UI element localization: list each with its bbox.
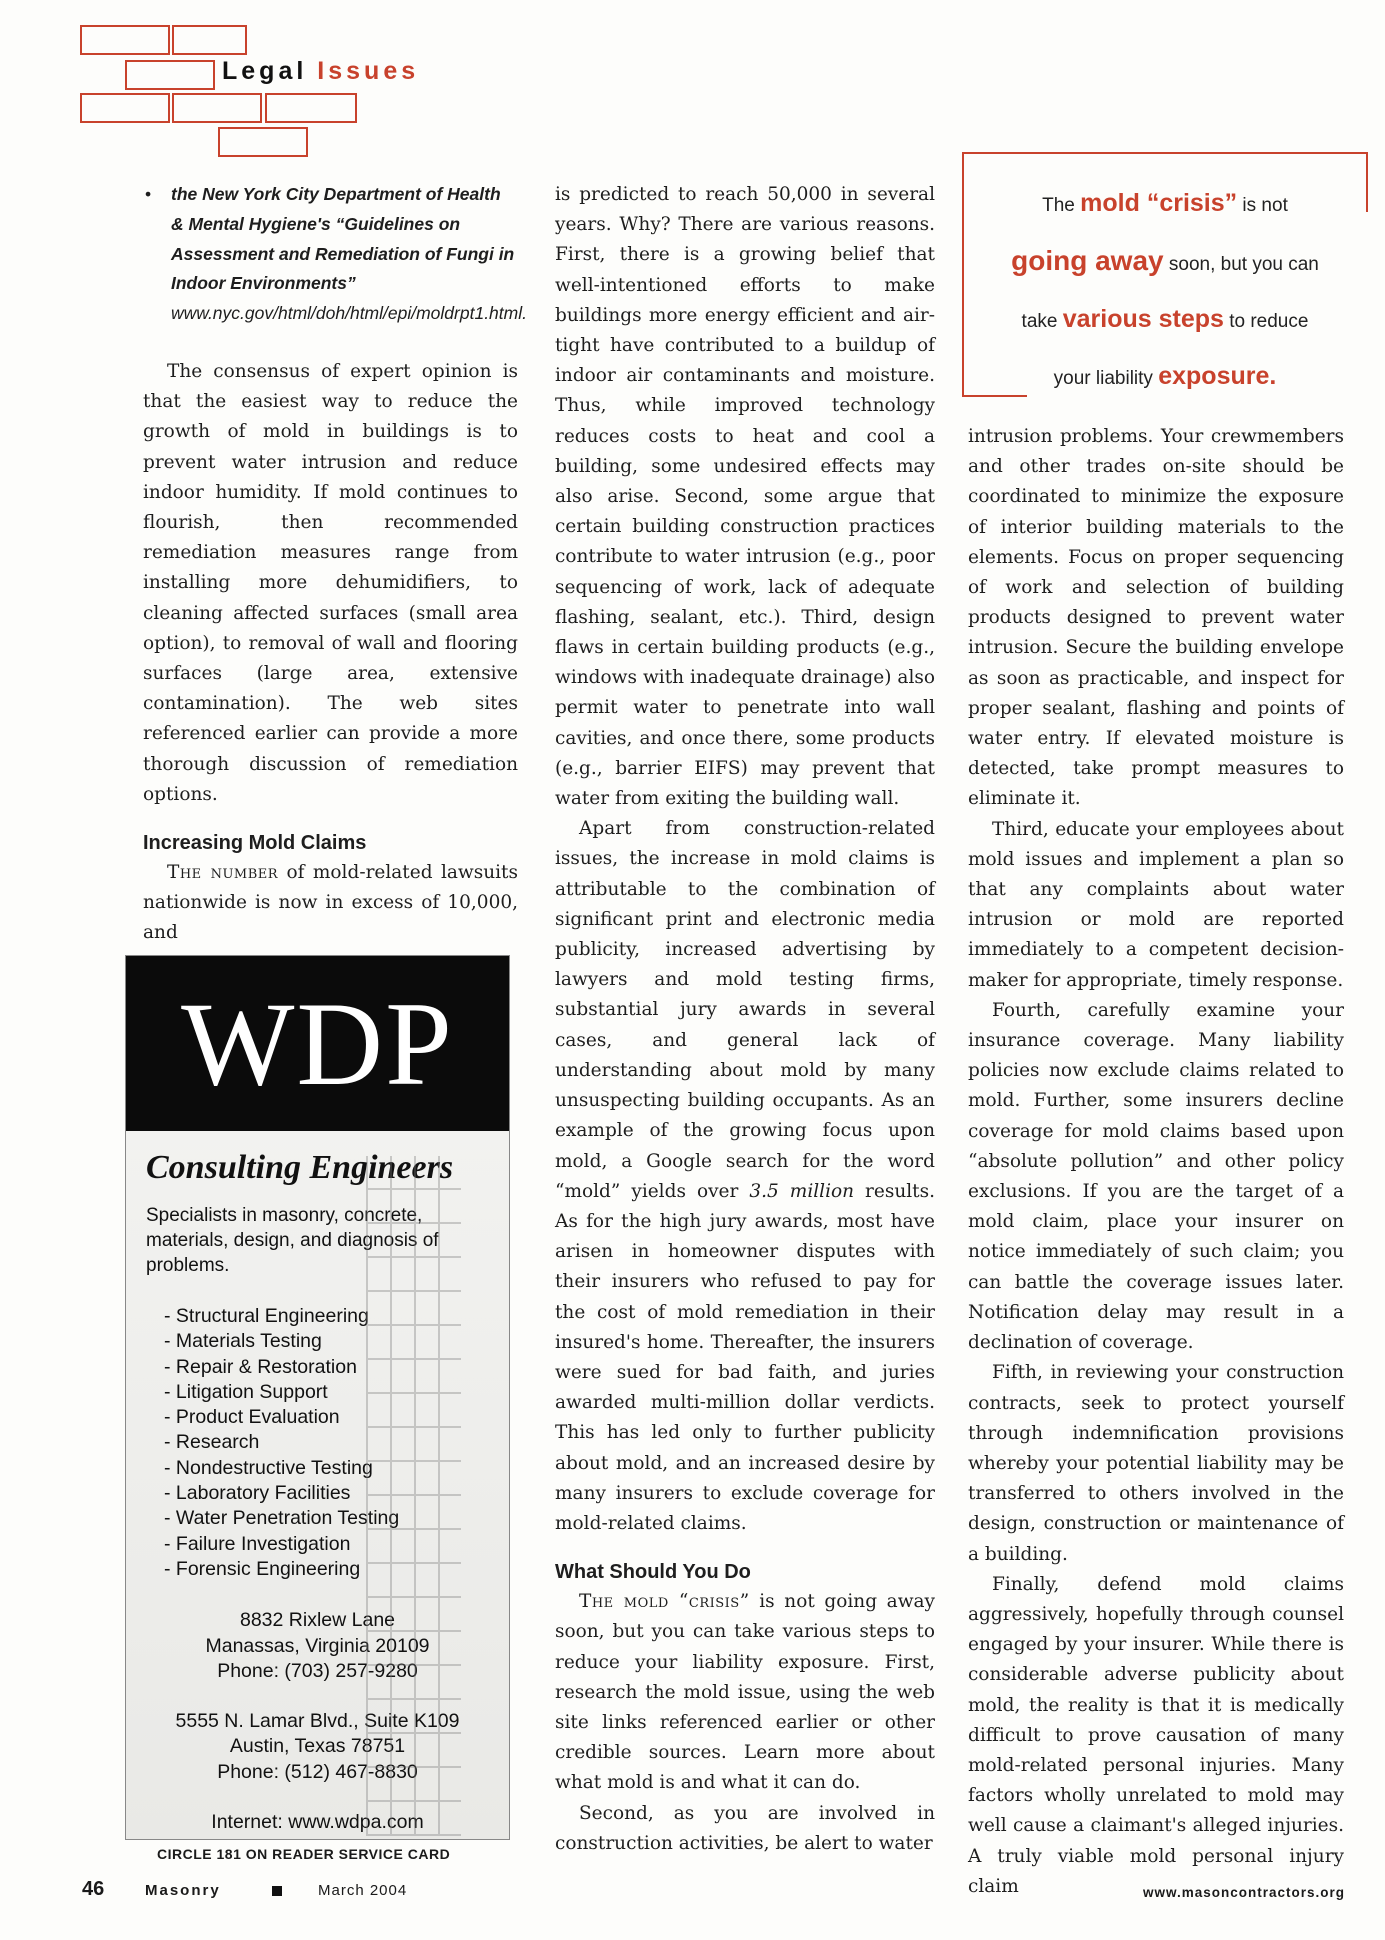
service-item: - Research <box>164 1430 509 1455</box>
paragraph: intrusion problems. Your crewmembers and other trades on-site should be coordinated to minimize the exposure of interior building materials to the elements. Focus on proper sequencing of work and selection of building products designed to prevent water intrusion. Secure the building envelope as soon as practicable, and inspect for proper sealant, flashing and points of water entry. If elevated moisture is detected, take prompt measures to eliminate it. <box>968 426 1344 810</box>
subheading: Increasing Mold Claims <box>143 832 367 855</box>
phone-line: Phone: (703) 257-9280 <box>217 1660 418 1683</box>
paragraph: Fourth, carefully examine your insurance coverage. Many liability policies now exclude claims related to mold. Further, some insurers decline coverage for mold claims based upon “absolute pollution” and other policy exclusions. If you are the target of a mold claim, place your insurer on notice immediately of such claim; you can battle the coverage issues later. Notification delay may result in a declination of coverage. <box>968 999 1344 1354</box>
square-separator-icon <box>272 1886 282 1896</box>
pull-quote <box>962 152 1366 397</box>
brick-decoration <box>172 25 247 55</box>
column-1 <box>143 180 527 949</box>
pq-highlight: various steps <box>1062 305 1224 333</box>
service-item: - Laboratory Facilities <box>164 1481 509 1506</box>
pull-quote-line <box>964 233 1366 292</box>
paragraph <box>143 858 518 949</box>
paragraph: Third, educate your employees about mold issues and implement a plan so that any complaints about water intrusion or mold are reported immediately to a competent decision-maker for appropriate, timely response. <box>968 818 1344 991</box>
lead-in: The mold “crisis” <box>579 1591 750 1613</box>
service-item: - Product Evaluation <box>164 1405 509 1430</box>
brick-decoration <box>265 93 357 123</box>
pq-text: your liability <box>1053 368 1159 389</box>
paragraph-text: results. As for the high jury awards, most have arisen in homeowner disputes with their insurers who refused to pay for the cost of mold remediation in their insured's home. Thereafter, the insurers were sued for bad faith, and juries awarded multi-million dollar verdicts. This has led only to further publicity about mold, and an increased desire by many insurers to exclude coverage for mold-related claims. <box>555 1180 935 1534</box>
pull-quote-line <box>964 292 1366 349</box>
reference-title: the New York City Department of Health & Mental Hygiene's “Guidelines on Assessment and Remediation of Fungi in Indoor Environments” <box>171 184 515 294</box>
ad-subtitle: Consulting Engineers <box>146 1149 454 1186</box>
paragraph-text: of mold-related lawsuits nationwide is now in excess of 10,000, and <box>143 862 518 944</box>
pq-text: The <box>1042 195 1081 216</box>
pq-text: take <box>1021 311 1063 332</box>
pq-text: soon, but you can <box>1163 254 1319 275</box>
paragraph: Fifth, in reviewing your construction contracts, seek to protect yourself through indemnification provisions whereby your potential liability may be transferred to others involved in the design, construction or maintenance of a building. <box>968 1362 1344 1565</box>
brick-decoration <box>172 93 262 123</box>
ad-logo-band <box>126 956 509 1131</box>
address-line: Manassas, Virginia 20109 <box>205 1634 430 1657</box>
address-line: 8832 Rixlew Lane <box>239 1609 396 1632</box>
advertisement[interactable] <box>125 955 510 1840</box>
ad-website[interactable]: Internet: www.wdpa.com <box>211 1811 424 1834</box>
reference-url[interactable]: www.nyc.gov/html/doh/html/epi/moldrpt1.html. <box>171 303 527 324</box>
service-item: - Forensic Engineering <box>164 1557 509 1582</box>
issue-date: March 2004 <box>318 1882 408 1899</box>
pull-quote-rule <box>962 395 1027 397</box>
reference-bullet <box>143 180 527 329</box>
brick-decoration <box>80 93 170 123</box>
paragraph <box>555 814 935 1539</box>
pq-text: to reduce <box>1223 311 1309 332</box>
service-item: - Nondestructive Testing <box>164 1456 509 1481</box>
phone-line: Phone: (512) 467-8830 <box>217 1760 418 1783</box>
service-item: - Structural Engineering <box>164 1304 509 1329</box>
pq-text: is not <box>1237 195 1288 216</box>
paragraph: Second, as you are involved in construction activities, be alert to water <box>555 1802 935 1854</box>
page-number: 46 <box>82 1878 105 1900</box>
paragraph: Finally, defend mold claims aggressively, hopefully through counsel engaged by your insurer. While there is considerable adverse publicity about mold, the reality is that it is medically difficult to prove causation of many mold-related personal injuries. Many factors wholly unrelated to mold may well cause a claimant's alleged injuries. A truly viable mold personal injury claim <box>968 1573 1344 1897</box>
ad-description: Specialists in masonry, concrete, materials, design, and diagnosis of problems. <box>146 1205 439 1276</box>
paragraph-text: is not going away soon, but you can take various steps to reduce your liability exposure. First, research the mold issue, using the web site links referenced earlier or other credible sources. Learn more about what mold is and what it can do. <box>555 1591 936 1794</box>
service-item: - Water Penetration Testing <box>164 1506 509 1531</box>
building-graphic <box>366 1156 461 1836</box>
magazine-name: Masonry <box>145 1882 221 1899</box>
lead-in: The number <box>167 862 279 884</box>
subheading: What Should You Do <box>555 1561 751 1584</box>
column-3 <box>968 422 1344 1902</box>
brick-decoration <box>218 127 308 157</box>
service-item: - Failure Investigation <box>164 1532 509 1557</box>
service-item: - Litigation Support <box>164 1380 509 1405</box>
pq-highlight: mold “crisis” <box>1080 189 1238 217</box>
paragraph: The consensus of expert opinion is that the easiest way to reduce the growth of mold in buildings is to prevent water intrusion and reduce indoor humidity. If mold continues to flourish, then recommended remediation measures range from installing more dehumidifiers, to cleaning affected surfaces (small area option), to removal of wall and flooring surfaces (large area, extensive contamination). The web sites referenced earlier can provide a more thorough discussion of remediation options. <box>143 360 518 805</box>
bullet-dot: • <box>145 184 152 204</box>
section-title-word1: Legal <box>222 57 308 85</box>
reader-service-note: CIRCLE 181 ON READER SERVICE CARD <box>157 1846 451 1862</box>
section-title <box>222 57 419 86</box>
brick-decoration <box>125 60 215 90</box>
ad-logo: WDP <box>181 976 454 1110</box>
service-item: - Materials Testing <box>164 1329 509 1354</box>
emphasis-text: 3.5 million <box>749 1180 855 1202</box>
pq-highlight: going away <box>1011 245 1164 276</box>
pull-quote-line <box>964 176 1366 233</box>
column-2 <box>555 180 935 1859</box>
pq-highlight: exposure. <box>1158 362 1277 390</box>
address-line: Austin, Texas 78751 <box>229 1735 406 1758</box>
service-item: - Repair & Restoration <box>164 1355 509 1380</box>
section-title-word2: Issues <box>317 57 420 85</box>
pull-quote-line <box>964 349 1366 406</box>
address-line: 5555 N. Lamar Blvd., Suite K109 <box>175 1709 460 1732</box>
brick-decoration <box>80 25 170 55</box>
paragraph-text: Apart from construction-related issues, the increase in mold claims is attributable to the combination of significant print and electronic media publicity, increased advertising by lawyers and mold testing firms, substantial jury awards in several cases, and general lack of understanding about mold by many unsuspecting building occupants. As an example of the growing focus upon mold, a Google search for the word “mold” yields over <box>555 818 935 1202</box>
paragraph: is predicted to reach 50,000 in several years. Why? There are various reasons. First, there is a growing belief that well-intentioned efforts to make buildings more energy efficient and air-tight have contributed to a buildup of indoor air contaminants and moisture. Thus, while improved technology reduces costs to heat and cool a building, some undesired effects may also arise. Second, some argue that certain building construction practices contribute to water intrusion (e.g., poor sequencing of work, lack of adequate flashing, sealant, etc.). Third, design flaws in certain building products (e.g., windows with inadequate drainage) also permit water to penetrate into wall cavities, and once there, some products (e.g., barrier EIFS) may prevent that water from exiting the building wall. <box>555 184 935 810</box>
paragraph <box>555 1587 935 1798</box>
footer-website[interactable]: www.masoncontractors.org <box>1142 1885 1345 1900</box>
